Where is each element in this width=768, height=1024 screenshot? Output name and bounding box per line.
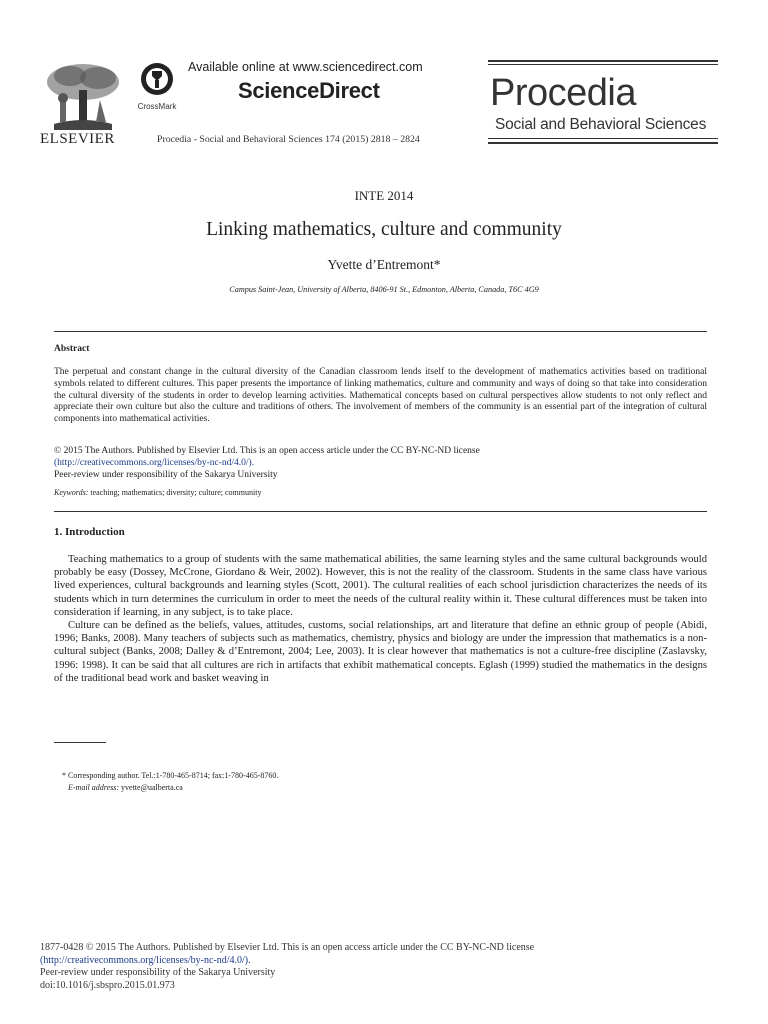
paragraph: Teaching mathematics to a group of students with the same mathematical abilities, the same learning styles and the same cultural backgrounds would probably be easy (Dossey, McCrone, Giordano & Weir, 2002). However, this is not the reality of the classroom. Students in the same class have various lived experiences, cultural backgrounds and learning styles (Scott, 2001). The cultural realities of each school jurisdiction characterizes the needs of its students which in turn determines the curriculum in order to meet the needs of the cultural reality within it. These cultural differences must be taken into consideration if learning, in any subject, is to take place. xyxy=(54,554,707,618)
crossmark-icon xyxy=(140,62,174,96)
keywords-label: Keywords: xyxy=(54,488,89,497)
abstract-heading: Abstract xyxy=(54,344,90,354)
peer-review-text: Peer-review under responsibility of the Sakarya University xyxy=(54,469,278,480)
footer-license-link[interactable]: (http://creativecommons.org/licenses/by-nc-nd/4.0/). xyxy=(40,954,251,966)
available-online-text[interactable]: Available online at www.sciencedirect.com xyxy=(188,60,423,74)
footer-doi[interactable]: doi:10.1016/j.sbspro.2015.01.973 xyxy=(40,979,175,991)
procedia-title: Procedia xyxy=(490,72,636,114)
journal-citation: Procedia - Social and Behavioral Sciences 174 (2015) 2818 – 2824 xyxy=(157,134,420,145)
author-name: Yvette d’Entremont* xyxy=(327,257,441,272)
divider xyxy=(54,331,707,332)
footnote-rule xyxy=(54,742,106,743)
corresponding-author: * Corresponding author. Tel.:1-780-465-8714; fax:1-780-465-8760. xyxy=(62,771,279,780)
crossmark-badge[interactable] xyxy=(132,62,182,111)
abstract-text: The perpetual and constant change in the cultural diversity of the Canadian classroom lends itself to the development of mathematics activities based on traditional symbols related to different cultures. This paper presents the importance of linking mathematics, culture and community and ways of doing so that take into consideration the cultural diversity of the students in order to develop learning activities. Mathematical concepts based on cultural perspectives allow students to not only reflect and appreciate their own culture but also the culture and traditions of others. The involvement of members of the community is an essential part of the integration of cultural components into mathematical activities. xyxy=(54,367,707,425)
divider xyxy=(54,511,707,512)
page-footer xyxy=(40,942,534,992)
paragraph: Culture can be defined as the beliefs, values, attitudes, customs, social relationships, art and literature that define an ethnic group of people (Abidi, 1996; Banks, 2008). Many teachers of subjects such as mathematics, chemistry, physics and biology are under the impression that mathematics is a non-cultural subject (Banks, 2008; Dalley & d’Entremont, 2004; Lee, 2003). It is clear however that mathematics is not a culture-free discipline (Zaslavsky, 1996: 1998). It can be said that all cultures are rich in artifacts that exhibit mathematical concepts. Eglash (1999) studied the mathematics in the designs of the traditional bead work and basket weaving in xyxy=(54,620,707,684)
crossmark-label: CrossMark xyxy=(137,102,177,111)
procedia-subtitle: Social and Behavioral Sciences xyxy=(495,116,707,133)
elsevier-wordmark: ELSEVIER xyxy=(40,131,115,147)
conference-name: INTE 2014 xyxy=(354,188,414,203)
author-affiliation: Campus Saint-Jean, University of Alberta, 8406-91 St., Edmonton, Alberta, Canada, T6C 4G9 xyxy=(229,285,539,294)
footnote xyxy=(62,770,278,794)
license-text: © 2015 The Authors. Published by Elsevier Ltd. This is an open access article under the CC BY-NC-ND license xyxy=(54,446,480,456)
introduction-body xyxy=(54,553,707,685)
license-block xyxy=(54,446,707,481)
article-title: Linking mathematics, culture and community xyxy=(206,219,562,240)
keywords-line xyxy=(54,488,261,497)
email-label: E-mail address: xyxy=(68,783,120,792)
keywords-list: teaching; mathematics; diversity; culture; community xyxy=(88,488,262,497)
section-heading: 1. Introduction xyxy=(54,526,125,538)
footer-license: 1877-0428 © 2015 The Authors. Published by Elsevier Ltd. This is an open access article under the CC BY-NC-ND license xyxy=(40,942,535,953)
sciencedirect-logo[interactable]: ScienceDirect xyxy=(238,78,380,103)
email-address[interactable]: yvette@ualberta.ca xyxy=(119,783,183,792)
footer-peer-review: Peer-review under responsibility of the Sakarya University xyxy=(40,967,276,979)
license-link[interactable]: (http://creativecommons.org/licenses/by-nc-nd/4.0/). xyxy=(54,457,255,468)
